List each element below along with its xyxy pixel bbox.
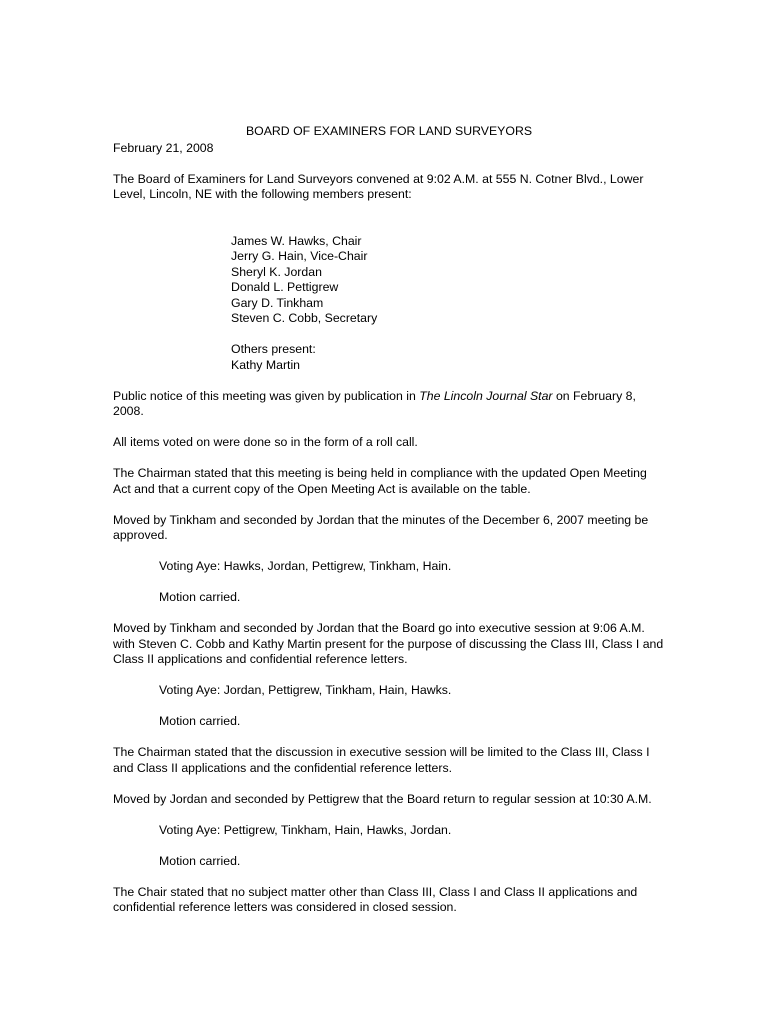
motion-1-result: Motion carried. (159, 590, 241, 604)
closing-paragraph: The Chair stated that no subject matter other than Class III, Class I and Class II applications and confidential reference letters was considered in closed session. (113, 884, 638, 914)
others-name: Kathy Martin (231, 357, 301, 372)
others-present (113, 342, 665, 373)
public-notice-paragraph (113, 389, 665, 420)
motion-2-vote: Voting Aye: Jordan, Pettigrew, Tinkham, Hain, Hawks. (159, 683, 452, 697)
motion-1-vote: Voting Aye: Hawks, Jordan, Pettigrew, Tinkham, Hain. (159, 559, 452, 573)
publication-name: The Lincoln Journal Star (419, 388, 553, 403)
motion-3-text: Moved by Jordan and seconded by Pettigrew that the Board return to regular session at 10:30 A.M. (113, 791, 652, 806)
open-meeting-paragraph: The Chairman stated that this meeting is being held in compliance with the updated Open Meeting Act and that a current copy of the Open Meeting Act is available on the table. (113, 466, 647, 496)
member-item: Gary D. Tinkham (231, 295, 324, 310)
meeting-date: February 21, 2008 (113, 140, 214, 155)
exec-limit-paragraph: The Chairman stated that the discussion in executive session will be limited to the Class III, Class I and Class II applications and the confidential reference letters. (113, 745, 650, 775)
motion-2-result: Motion carried. (159, 714, 241, 728)
motion-2-text: Moved by Tinkham and seconded by Jordan that the Board go into executive session at 9:06 A.M. with Steven C. Cobb and Kathy Martin present for the purpose of discussing the Class III, Class I and Class II applications and confidential reference letters. (113, 621, 664, 666)
motion-3-vote: Voting Aye: Pettigrew, Tinkham, Hain, Hawks, Jordan. (159, 822, 452, 837)
member-item: Steven C. Cobb, Secretary (231, 311, 378, 325)
intro-paragraph: The Board of Examiners for Land Surveyors convened at 9:02 A.M. at 555 N. Cotner Blvd., Lower Level, Lincoln, NE with the following members present: (113, 171, 644, 201)
member-item: Jerry G. Hain, Vice-Chair (231, 249, 368, 263)
others-label: Others present: (231, 342, 316, 356)
members-list (113, 234, 665, 327)
member-item: Donald L. Pettigrew (231, 280, 339, 294)
document-page (113, 124, 665, 916)
public-notice-after: on February 8, 2008. (113, 388, 636, 418)
motion-1-text: Moved by Tinkham and seconded by Jordan that the minutes of the December 6, 2007 meeting be approved. (113, 512, 649, 542)
roll-call-paragraph: All items voted on were done so in the form of a roll call. (113, 435, 418, 449)
document-title: BOARD OF EXAMINERS FOR LAND SURVEYORS (245, 124, 533, 138)
member-item: Sheryl K. Jordan (231, 264, 322, 279)
member-item: James W. Hawks, Chair (231, 233, 362, 248)
motion-3-result: Motion carried. (159, 853, 241, 868)
public-notice-before: Public notice of this meeting was given by publication in (113, 388, 420, 403)
